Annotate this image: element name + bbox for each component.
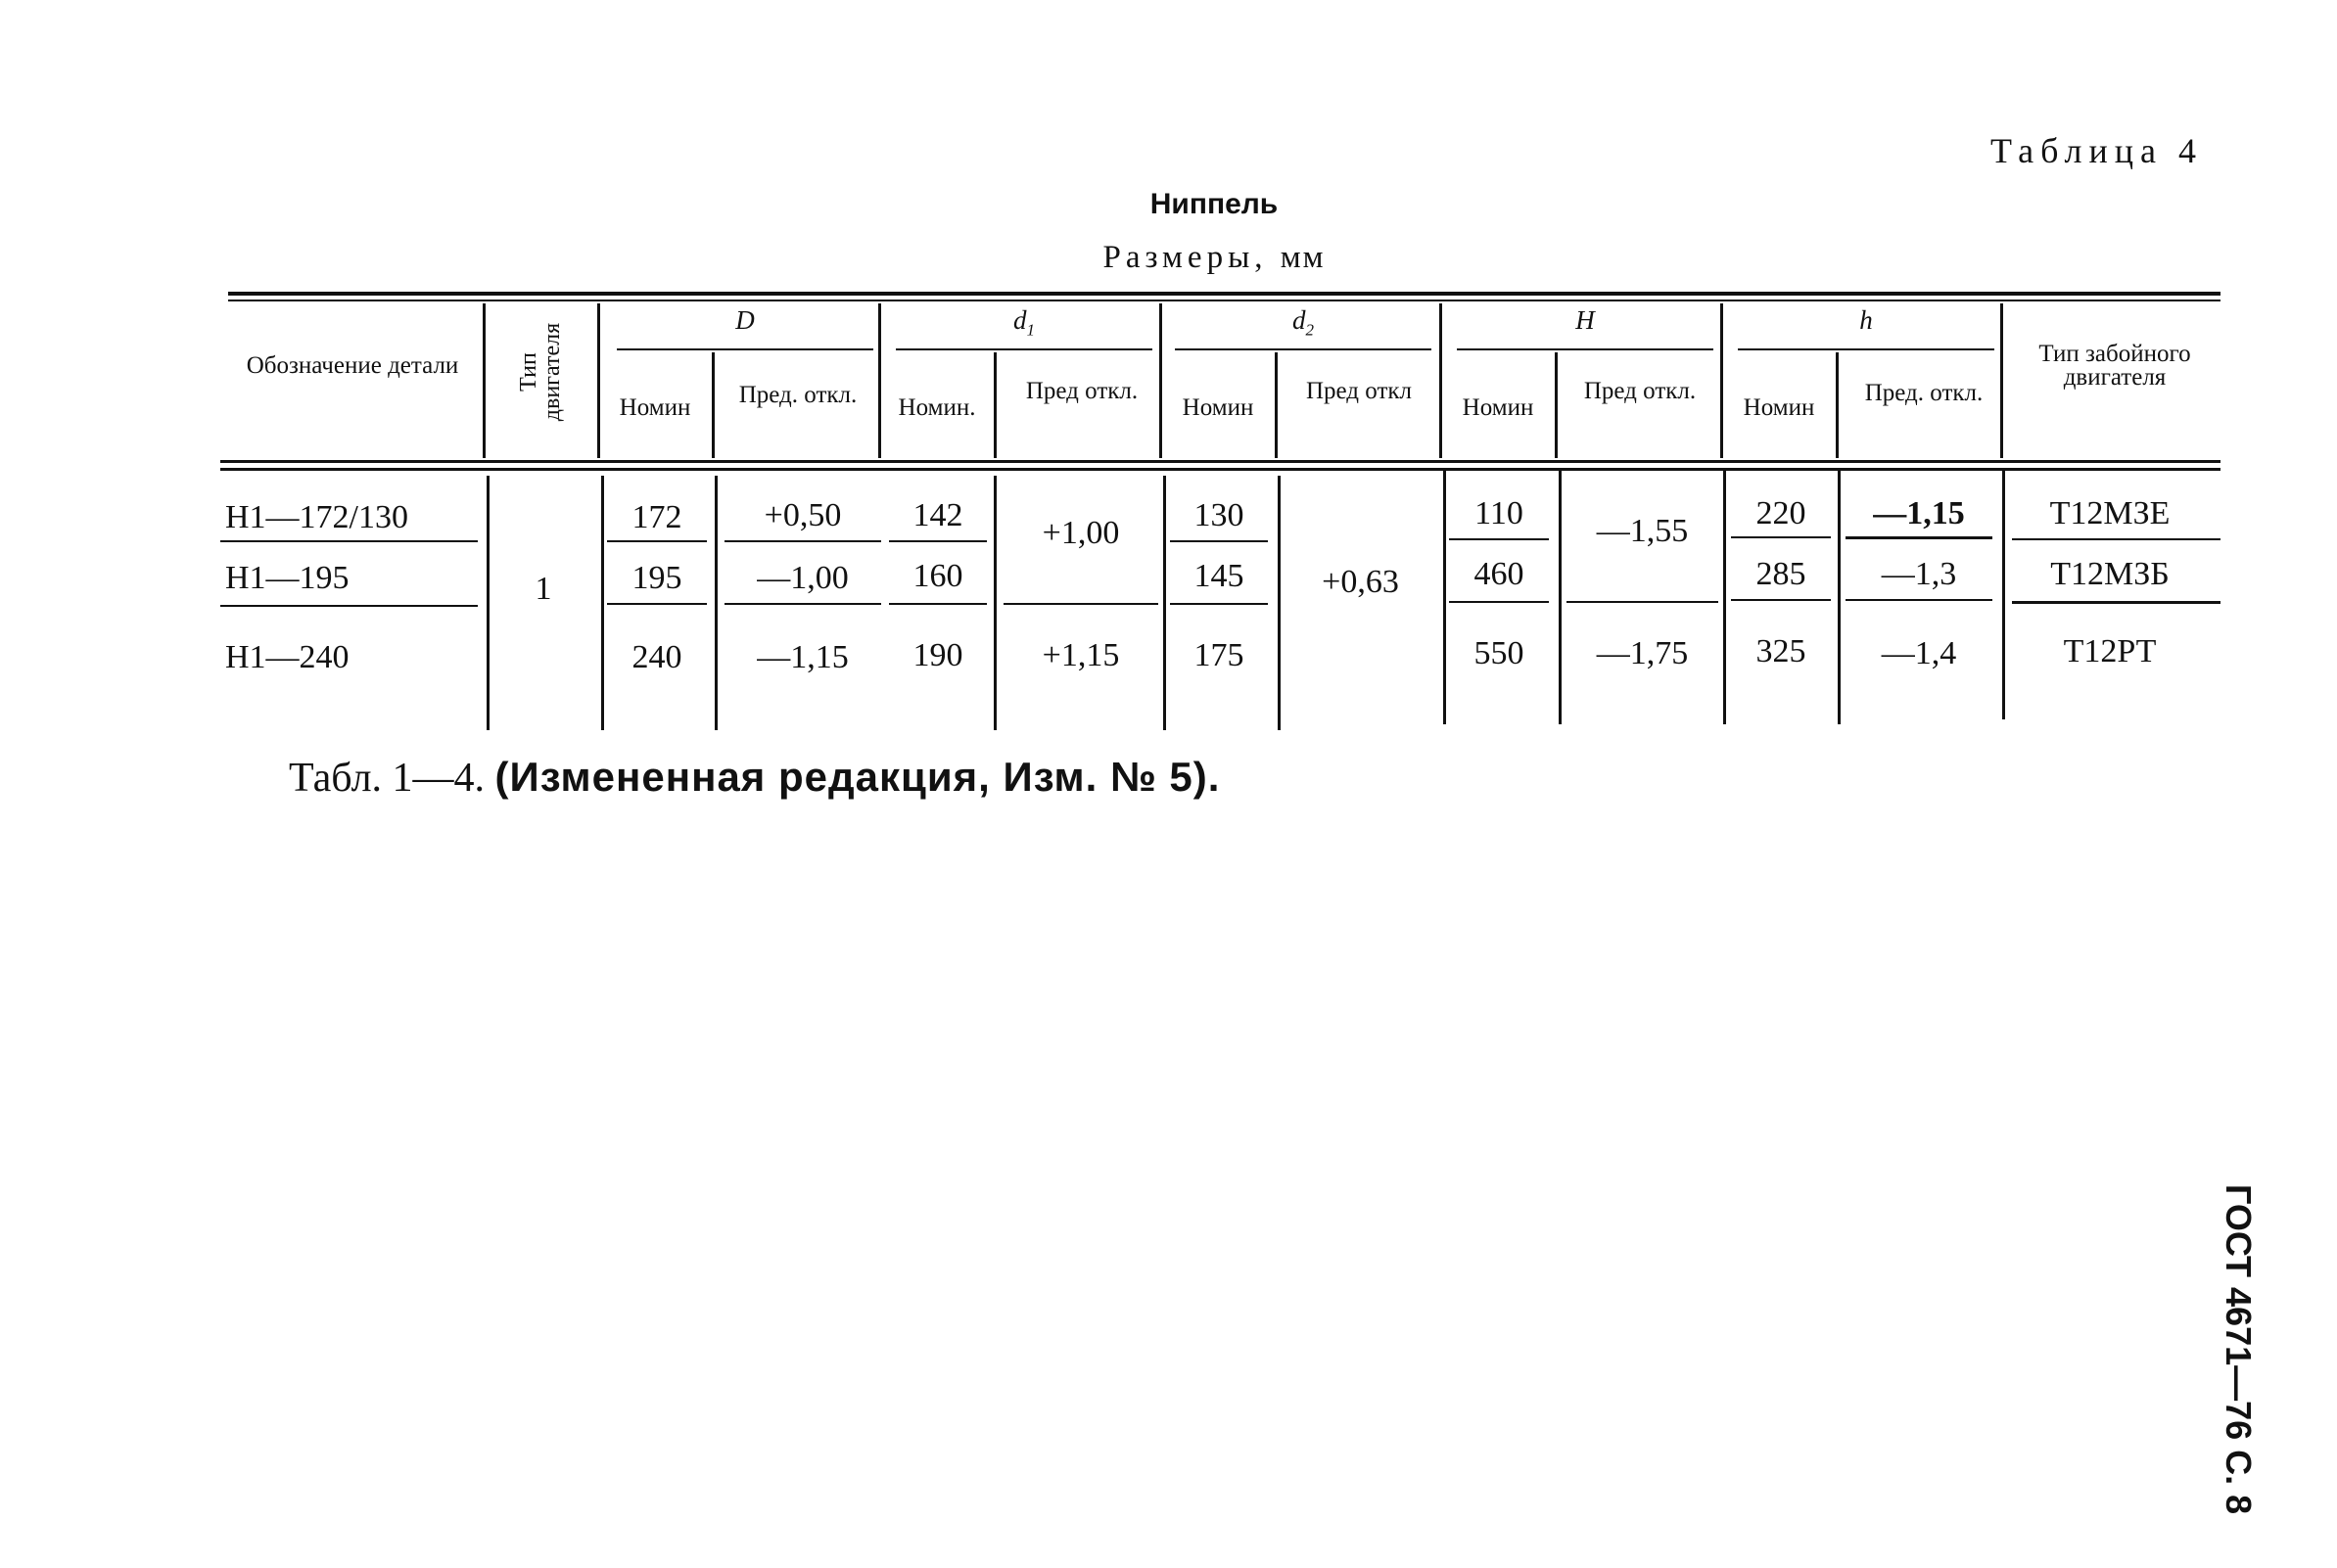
cell-motor: Т12РТ [2063, 633, 2157, 669]
footnote-ref: Табл. 1—4. [289, 756, 495, 801]
cell-D-nom: 195 [631, 560, 682, 596]
group-h: h [1859, 305, 1873, 335]
document-code: ГОСТ 4671—76 С. 8 [2219, 1184, 2259, 1515]
table-title: Ниппель [1149, 188, 1279, 220]
cell-d2-nom: 175 [1193, 637, 1244, 673]
cell-h-dev: —1,15 [1873, 495, 1965, 531]
cell-motor: Т12МЗБ [2050, 556, 2170, 592]
cell-d1-dev-merged: +1,00 [1042, 515, 1120, 551]
row-designation: Н1—172/130 [225, 499, 408, 535]
cell-D-nom: 172 [631, 499, 682, 535]
cell-d1-nom: 190 [912, 637, 963, 673]
subhdr-deviation: Пред откл [1305, 378, 1412, 404]
subhdr-nominal: Номин [1743, 394, 1815, 421]
cell-d2-nom: 130 [1193, 497, 1244, 533]
row-designation: Н1—195 [225, 560, 350, 596]
cell-h-nom: 325 [1755, 633, 1806, 669]
table-number: Таблица 4 [1990, 131, 2203, 170]
cell-h-dev: —1,3 [1881, 556, 1957, 592]
row-designation: Н1—240 [225, 639, 350, 675]
cell-d2-dev-merged: +0,63 [1322, 564, 1399, 600]
header-engine-type [472, 294, 609, 450]
cell-D-dev: —1,15 [757, 639, 849, 675]
cell-H-dev-merged: —1,55 [1596, 513, 1689, 549]
units-label: Размеры, [1102, 240, 1268, 275]
subhdr-nominal: Номин [1182, 394, 1254, 421]
header-designation: Обозначение детали [246, 352, 459, 379]
cell-d2-nom: 145 [1193, 558, 1244, 594]
footnote-revision: (Измененная редакция, Изм. № 5). [494, 754, 1221, 800]
cell-H-dev: —1,75 [1596, 635, 1689, 671]
cell-H-nom: 460 [1473, 556, 1524, 592]
header-engine-type-label: Тип двигателя [516, 322, 565, 422]
cell-D-dev: +0,50 [764, 497, 842, 533]
cell-D-dev: —1,00 [757, 560, 849, 596]
subhdr-deviation: Пред откл. [1025, 378, 1139, 404]
group-D: D [735, 305, 755, 335]
subhdr-deviation: Пред откл. [1583, 378, 1697, 404]
cell-d1-nom: 160 [912, 558, 963, 594]
cell-h-dev: —1,4 [1881, 635, 1957, 671]
subhdr-nominal: Номин [619, 394, 691, 421]
cell-engine-type: 1 [535, 571, 552, 607]
subhdr-nominal: Номин [1462, 394, 1534, 421]
cell-h-nom: 285 [1755, 556, 1806, 592]
cell-H-nom: 550 [1473, 635, 1524, 671]
group-d1: $d_1$ [1013, 305, 1035, 340]
cell-H-nom: 110 [1474, 495, 1523, 531]
cell-d1-nom: 142 [912, 497, 963, 533]
header-motor-type: Тип забойного двигателя [2038, 341, 2191, 391]
cell-motor: Т12МЗЕ [2049, 495, 2171, 531]
subhdr-deviation: Пред. откл. [1864, 380, 1984, 406]
units-caption [979, 240, 1449, 276]
group-H: H [1575, 305, 1595, 335]
units-unit: мм [1280, 240, 1326, 275]
cell-d1-dev: +1,15 [1042, 637, 1120, 673]
cell-D-nom: 240 [631, 639, 682, 675]
subhdr-deviation: Пред. откл. [738, 382, 858, 408]
cell-h-nom: 220 [1755, 495, 1806, 531]
footnote [289, 754, 1220, 802]
subhdr-nominal: Номин. [898, 394, 976, 421]
group-d2: $d_2$ [1292, 305, 1314, 340]
